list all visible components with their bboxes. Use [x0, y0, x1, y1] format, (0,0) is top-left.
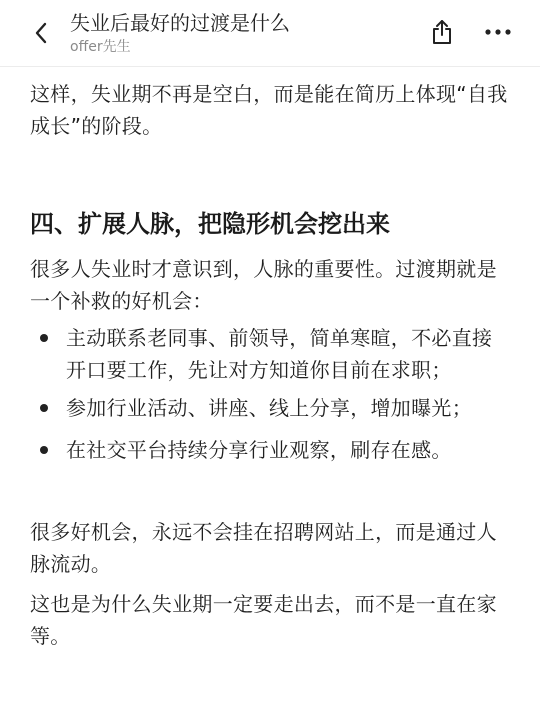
list-item-text: 参加行业活动、讲座、线上分享，增加曝光；	[66, 396, 472, 420]
bullet-dot	[40, 446, 48, 454]
list-item	[30, 322, 510, 386]
section-intro-paragraph: 很多人失业时才意识到，人脉的重要性。过渡期就是一个补救的好机会：	[30, 257, 497, 313]
intro-paragraph: 这样，失业期不再是空白，而是能在简历上体现“自我成长”的阶段。	[30, 82, 508, 138]
closing-paragraph: 这也是为什么失业期一定要走出去，而不是一直在家等。	[30, 592, 497, 648]
share-button[interactable]	[428, 17, 456, 47]
share-icon	[430, 18, 454, 46]
more-horizontal-icon	[484, 28, 512, 36]
bullet-dot	[40, 334, 48, 342]
author-name[interactable]: offer先生	[70, 39, 131, 55]
closing-paragraph: 很多好机会，永远不会挂在招聘网站上，而是通过人脉流动。	[30, 520, 497, 576]
header-title-block	[70, 10, 290, 57]
bullet-dot	[40, 404, 48, 412]
more-options-button[interactable]	[482, 20, 514, 44]
page-title: 失业后最好的过渡是什么	[70, 11, 290, 35]
list-item	[30, 392, 510, 424]
section-heading: 四、扩展人脉，把隐形机会挖出来	[30, 210, 390, 238]
list-item-text: 在社交平台持续分享行业观察，刷存在感。	[66, 438, 452, 462]
chevron-left-icon	[34, 22, 48, 44]
back-button[interactable]	[26, 18, 56, 48]
top-navigation-bar	[0, 0, 540, 67]
list-item-text: 主动联系老同事、前领导，简单寒暄，不必直接开口要工作，先让对方知道你目前在求职；	[66, 326, 493, 382]
list-item	[30, 434, 510, 466]
